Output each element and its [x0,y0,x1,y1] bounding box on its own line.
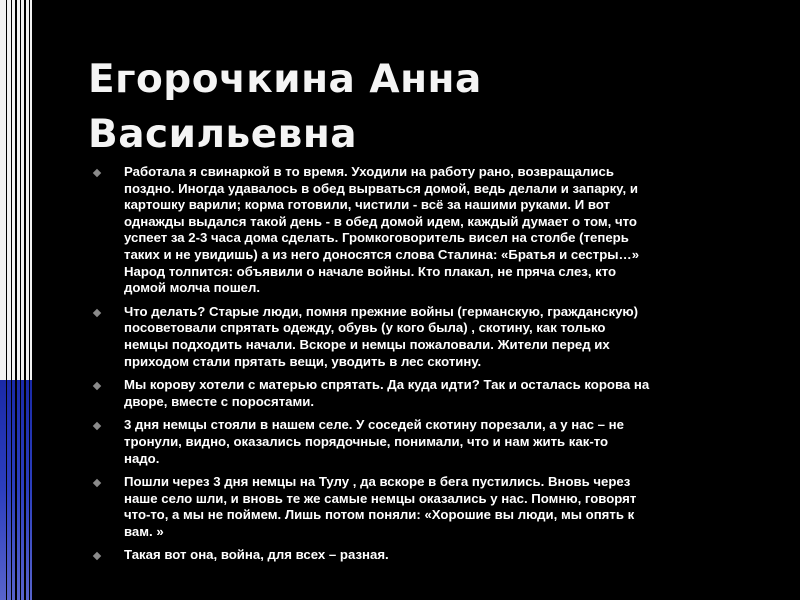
side-stripe [11,0,12,600]
paragraph-text: 3 дня немцы стояли в нашем селе. У соседей скотину порезали, а у нас – не тронули, видно, оказались порядочные, понимали, что и нам жить как-то надо. [124,417,624,466]
paragraph-text: Пошли через 3 дня немцы на Тулу , да вскоре в бега пустились. Вновь через наше село шли, и вновь те же самые немцы оказались у нас. Помню, говорят что-то, а мы не поймем. Лишь потом поняли: «Хорошие вы люди, мы опять к вам. » [124,474,637,539]
paragraph-text: Мы корову хотели с матерью спрятать. Да куда идти? Так и осталась корова на дворе, вместе с поросятами. [124,377,650,409]
bullet-icon [93,382,101,390]
bullet-icon [93,309,101,317]
paragraph-list [94,164,754,571]
side-stripe [29,0,30,600]
bullet-icon [93,479,101,487]
side-stripe [6,0,7,600]
paragraph-text: Работала я свинаркой в то время. Уходили на работу рано, возвращались поздно. Иногда удавалось в обед вырваться домой, ведь делали и запарку, и картошку варили; корма готовили, чистили - всё за нашими руками. И вот однажды выдался такой день - в обед домой идем, каждый думает о том, что успеет за 2-3 часа дома сделать. Громкоговоритель висел на столбе (теперь таких и не увидишь) а из него доносятся слова Сталина: «Братья и сестры…» Народ толпится: объявили о начале войны. Кто плакал, не пряча слез, кто домой молча пошел. [124,164,640,296]
side-stripe [20,0,21,600]
paragraph-item [94,417,754,467]
paragraph-item [94,164,754,297]
paragraph-item [94,304,754,370]
bullet-icon [93,422,101,430]
paragraph-text: Что делать? Старые люди, помня прежние войны (германскую, гражданскую) посоветовали спрятать одежду, обувь (у кого была) , скотину, как только немцы подходить начали. Вскоре и немцы пожаловали. Жители перед их приходом стали прятать вещи, уводить в лес скотину. [124,303,639,369]
bullet-icon [93,169,101,177]
paragraph-item [94,377,754,410]
side-decoration [0,0,32,600]
paragraph-item [94,474,754,540]
slide-title: Егорочкина Анна Васильевна [88,57,482,157]
paragraph-item [94,547,754,564]
paragraph-text: Такая вот она, война, для всех – разная. [124,547,389,563]
side-stripe [15,0,17,600]
side-stripe [24,0,26,600]
bullet-icon [93,552,101,560]
